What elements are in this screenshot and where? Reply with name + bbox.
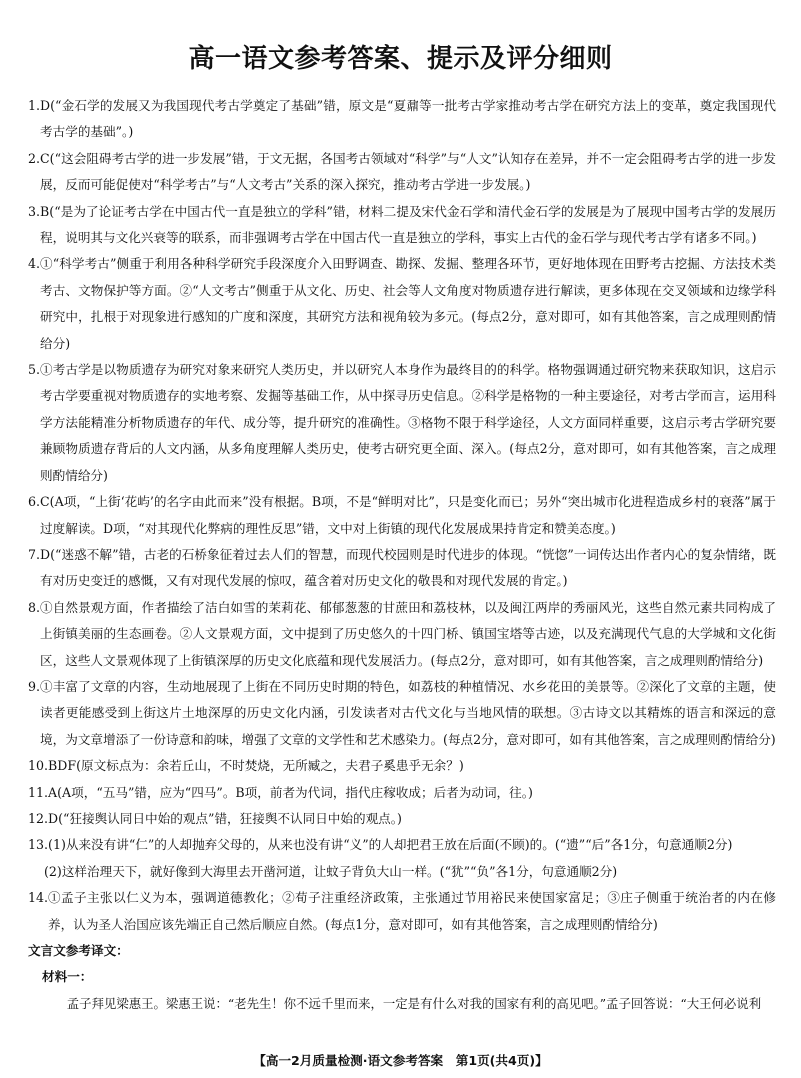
answer-number: 4.: [28, 256, 41, 272]
section-heading: 文言文参考译文：: [28, 943, 129, 958]
answer-number: 11.: [28, 784, 49, 800]
answer-text: C(A项，“上街‘花屿’的名字由此而来”没有根据。B项，不是“鲜明对比”，只是变化而已；另外“突出城市化进程造成乡村的衰落”属于过度解读。D项，“对其现代化弊病的理性反思”错，文中对上街镇的现代化发展成果持肯定和赞美态度。): [40, 494, 776, 536]
answer-text: ①“科学考古”侧重于利用各种科学研究手段深度介入田野调查、勘探、发掘、整理各环节，更好地体现在田野考古挖掘、方法技术类考古、文物保护等方面。②“人文考古”侧重于从文化、历史、社会等人文角度对物质遗存进行解读，更多体现在交叉领域和边缘学科研究中，扎根于对现象进行感知的广度和深度，其研究方法和视角较为多元。(每点2分，意对即可，如有其他答案，言之成理则酌情给分): [40, 256, 776, 351]
answer-item-7: [28, 542, 776, 595]
answer-number: 8.: [28, 599, 41, 615]
answer-item-12: [28, 806, 776, 832]
answer-item-14: [28, 885, 776, 938]
answer-item-13-1: [28, 832, 776, 858]
answer-number: 3.: [28, 203, 41, 219]
answer-text: D(“迷惑不解”错，古老的石桥象征着过去人们的智慧，而现代校园则是时代进步的体现。“恍惚”一词传达出作者内心的复杂情绪，既有对历史变迁的感慨，又有对现代发展的惊叹，蕴含着对历史文化的敬畏和对现代发展的肯定。): [40, 546, 776, 589]
answer-item-3: [28, 199, 776, 252]
answer-number: 5.: [28, 362, 41, 378]
page-footer: 【高一2月质量检测·语文参考答案 第1页(共4页)】: [253, 1053, 548, 1068]
answer-text: D(“金石学的发展又为我国现代考古学奠定了基础”错，原文是“夏鼐等一批考古学家推动考古学在研究方法上的变革，奠定我国现代考古学的基础”。): [40, 98, 776, 140]
answer-item-10: [28, 753, 776, 779]
answer-text: BDF(原文标点为：余若丘山，不时焚烧，无所臧之，夫君子奚患乎无余？): [48, 758, 464, 774]
answer-item-1: [28, 93, 776, 146]
answer-text: ①考古学是以物质遗存为研究对象来研究人类历史，并以研究人本身作为最终目的的科学。格物强调通过研究物来获取知识，这启示考古学要重视对物质遗存的实地考察、发掘等基础工作，从中探寻历史信息。②科学是格物的一种主要途径，对考古学而言，运用科学方法能精准分析物质遗存的年代、成分等，提升研究的准确性。③格物不限于科学途径，人文方面同样重要，这启示考古学研究要兼顾物质遗存背后的人文内涵，从多角度理解人类历史，使考古研究更全面、深入。(每点2分，意对即可，如有其他答案，言之成理则酌情给分): [40, 362, 776, 483]
answer-number: 2.: [28, 150, 41, 166]
answer-list: [28, 93, 776, 1017]
answer-number: 6.: [28, 494, 41, 510]
answer-text: (2)这样治理天下，就好像到大海里去开凿河道，让蚊子背负大山一样。(“犹”“负”各1分，句意通顺2分): [44, 863, 618, 879]
answer-item-5: [28, 357, 776, 489]
material-text: 孟子拜见梁惠王。梁惠王说：“老先生！你不远千里而来，一定是有什么对我的国家有利的高见吧。”孟子回答说：“大王何必说利: [66, 995, 762, 1011]
answer-number: 12.: [28, 810, 49, 826]
answer-number: 7.: [28, 546, 41, 562]
answer-item-6: [28, 489, 776, 542]
answer-text: ①孟子主张以仁义为本，强调道德教化；②荀子注重经济政策，主张通过节用裕民来使国家富足；③庄子侧重于统治者的内在修养，认为圣人治国应该先端正自己然后顺应自然。(每点1分，意对即可，如有其他答案，言之成理则酌情给分): [48, 890, 776, 932]
answer-number: 10.: [28, 758, 49, 774]
answer-number: 13.: [28, 837, 49, 853]
answer-item-8: [28, 595, 776, 674]
answer-item-4: [28, 251, 776, 357]
answer-text: D(“狂接舆认同日中始的观点”错，狂接舆不认同日中始的观点。): [48, 810, 402, 826]
answer-text: ①丰富了文章的内容，生动地展现了上街在不同历史时期的特色，如荔枝的种植情况、水乡花田的美景等。②深化了文章的主题，使读者更能感受到上街这片土地深厚的历史文化内涵，引发读者对古代文化与当地风情的联想。③古诗文以其精炼的语言和深远的意境，为文章增添了一份诗意和韵味，增强了文章的文学性和艺术感染力。(每点2分，意对即可，如有其他答案，言之成理则酌情给分): [40, 678, 776, 747]
answer-item-9: [28, 674, 776, 753]
answer-item-13-2: [28, 859, 776, 885]
answer-number: 1.: [28, 98, 41, 113]
answer-text: ①自然景观方面，作者描绘了洁白如雪的茉莉花、郁郁葱葱的甘蔗田和荔枝林，以及闽江两岸的秀丽风光，这些自然元素共同构成了上街镇美丽的生态画卷。②人文景观方面，文中提到了历史悠久的十四门桥、镇国宝塔等古迹，以及充满现代气息的大学城和文化街区，这些人文景观体现了上街镇深厚的历史文化底蕴和现代发展活力。(每点2分，意对即可，如有其他答案，言之成理则酌情给分): [40, 599, 776, 668]
material-label: 材料一：: [42, 969, 93, 985]
answer-text: B(“是为了论证考古学在中国古代一直是独立的学科”错，材料二提及宋代金石学和清代金石学的发展是为了展现中国考古学的发展历程，说明其与文化兴衰等的联系，而非强调考古学在中国古代一直是独立的学科，事实上古代的金石学与现代考古学有诸多不同。): [40, 203, 776, 246]
answer-text: C(“这会阻碍考古学的进一步发展”错，于文无据，各国考古领域对“科学”与“人文”认知存在差异，并不一定会阻碍考古学的进一步发展，反而可能促使对“科学考古”与“人文考古”关系的深入探究，推动考古学进一步发展。): [40, 150, 776, 193]
answer-item-11: [28, 780, 776, 806]
page-title: 高一语文参考答案、提示及评分细则: [188, 44, 613, 74]
answer-number: 9.: [28, 678, 41, 694]
answer-text: (1)从来没有讲“仁”的人却抛弃父母的，从来也没有讲“义”的人却把君王放在后面(不顾)的。(“遗”“后”各1分，句意通顺2分): [48, 837, 733, 853]
answer-number: 14.: [28, 890, 49, 906]
answer-item-2: [28, 146, 776, 199]
answer-text: A(A项，“五马”错，应为“四马”。B项，前者为代词，指代庄稼收成；后者为动词，往。): [48, 784, 533, 800]
